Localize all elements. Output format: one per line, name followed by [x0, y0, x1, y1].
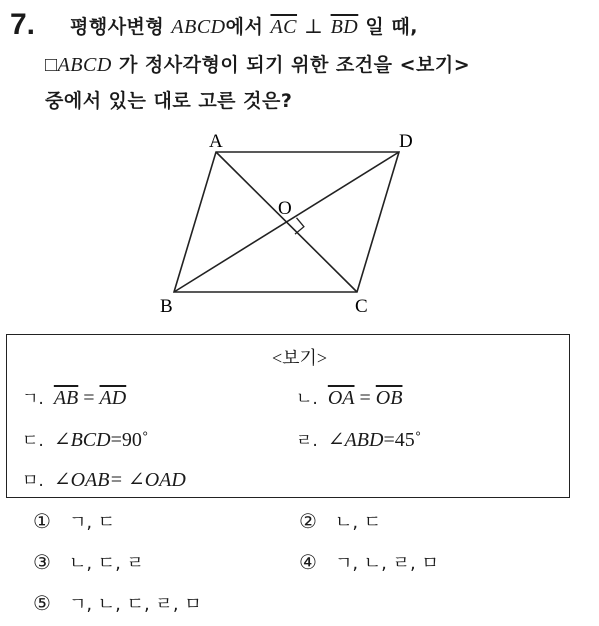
diagonal-bd — [174, 152, 399, 292]
bogi-item: ㅁ. ∠OAB= ∠OAD — [22, 469, 186, 491]
vertex-label-b: B — [160, 296, 173, 317]
bogi-item: ㄱ. $\overline{AB} = \overline{AD}$ — [22, 387, 127, 409]
vertex-label-c: C — [355, 296, 368, 317]
vertex-label-d: D — [399, 131, 413, 152]
question-number: 7. — [10, 8, 36, 41]
stem-text: 에서 — [225, 16, 264, 38]
answer-choice-2[interactable]: ② ㄴ, ㄷ — [299, 509, 382, 533]
center-label-o: O — [278, 198, 292, 219]
square-symbol: □ — [45, 54, 58, 76]
math-abcd: ABCD — [171, 16, 226, 38]
segment-bd: $\overline{BD}$ — [330, 16, 359, 38]
bogi-title: <보기> — [271, 348, 328, 368]
answer-choice-4[interactable]: ④ ㄱ, ㄴ, ㄹ, ㅁ — [299, 550, 439, 574]
vertex-label-a: A — [209, 131, 223, 152]
segment-ac: $\overline{AC}$ — [270, 16, 298, 38]
bogi-item: ㄴ. $\overline{OA} = \overline{OB}$ — [296, 387, 403, 409]
answer-choice-5[interactable]: ⑤ ㄱ, ㄴ, ㄷ, ㄹ, ㅁ — [33, 591, 202, 615]
stem-text: 일 때, — [365, 16, 418, 38]
math-abcd: ABCD — [57, 54, 112, 76]
answer-choice-3[interactable]: ③ ㄴ, ㄷ, ㄹ — [33, 550, 144, 574]
stem-text: 평행사변형 — [70, 16, 165, 38]
bogi-item: ㄹ. ∠ABD=45˚ — [296, 429, 422, 451]
answer-choice-1[interactable]: ① ㄱ, ㄷ — [33, 509, 116, 533]
bogi-item: ㄷ. ∠BCD=90˚ — [22, 429, 149, 451]
question-line-3: 중에서 있는 대로 고른 것은? — [45, 90, 293, 112]
perpendicular-symbol: ⊥ — [304, 16, 324, 38]
stem-text: 가 정사각형이 되기 위한 조건을 <보기> — [118, 54, 471, 76]
